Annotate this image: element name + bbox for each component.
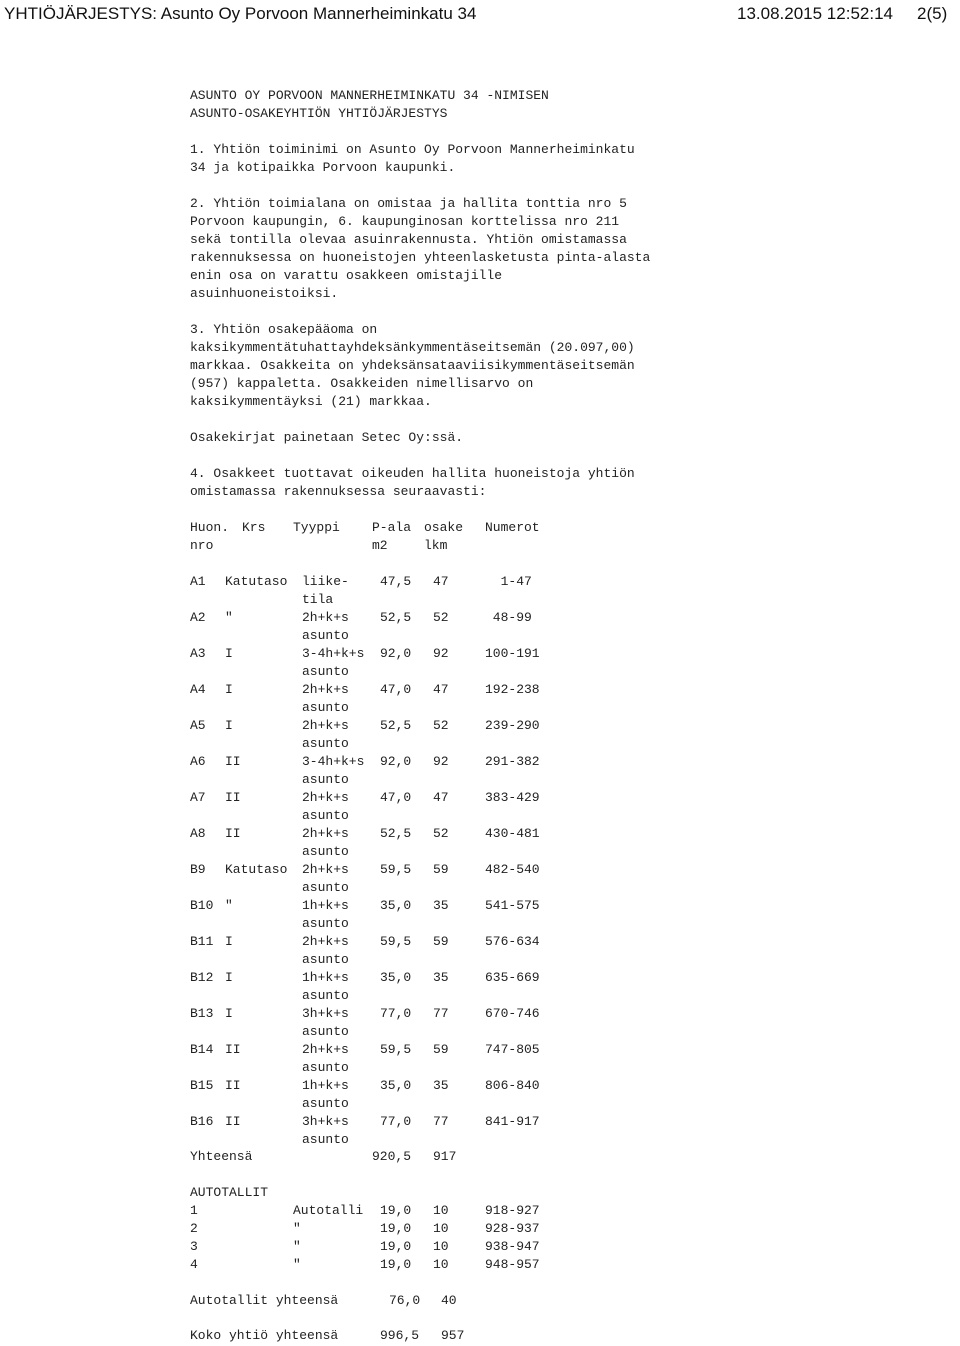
cell-tyyppi: 3h+k+s — [302, 1006, 349, 1021]
cell-osake-lkm: 52 — [433, 718, 449, 733]
cell-numerot: 918-927 — [485, 1203, 540, 1218]
cell-nro: A2 — [190, 610, 206, 625]
cell-tyyppi-second-line: tila — [302, 592, 334, 607]
cell-tyyppi: 2h+k+s — [302, 862, 349, 877]
cell-tyyppi-second-line: asunto — [302, 880, 349, 895]
cell-pala: 59,5 — [380, 1042, 412, 1057]
cell-osake-lkm: 10 — [433, 1221, 449, 1236]
col-header-huon: Huon. — [190, 520, 230, 535]
cell-tyyppi: 2h+k+s — [302, 1042, 349, 1057]
cell-numerot: 670-746 — [485, 1006, 540, 1021]
header-title: YHTIÖJÄRJESTYS: Asunto Oy Porvoon Mannerheiminkatu 34 — [4, 4, 477, 23]
cell-krs: " — [225, 610, 233, 625]
cell-osake-lkm: 47 — [433, 682, 449, 697]
cell-numerot: 383-429 — [485, 790, 540, 805]
section-2-line: asuinhuoneistoiksi. — [190, 286, 339, 301]
cell-numerot: 1-47 — [485, 574, 532, 589]
cell-pala: 19,0 — [380, 1257, 412, 1272]
cell-pala: 59,5 — [380, 862, 412, 877]
cell-tyyppi-second-line: asunto — [302, 916, 349, 931]
cell-numerot: 482-540 — [485, 862, 540, 877]
section-3-line: 3. Yhtiön osakepääoma on — [190, 322, 378, 337]
cell-tyyppi: " — [293, 1239, 301, 1254]
cell-nro: B10 — [190, 898, 214, 913]
cell-krs: I — [225, 1006, 233, 1021]
cell-krs: I — [225, 970, 233, 985]
cell-numerot: 928-937 — [485, 1221, 540, 1236]
cell-osake-lkm: 59 — [433, 934, 449, 949]
section-1-line: 34 ja kotipaikka Porvoon kaupunki. — [190, 160, 456, 175]
cell-tyyppi-second-line: asunto — [302, 628, 349, 643]
col-header-pala-sub: m2 — [372, 538, 388, 553]
cell-osake-lkm: 59 — [433, 862, 449, 877]
section-3-line: markkaa. Osakkeita on yhdeksänsataaviisikymmentäseitsemän — [190, 358, 635, 373]
cell-pala: 35,0 — [380, 970, 412, 985]
table-total-area: 920,5 — [372, 1149, 412, 1164]
col-header-krs: Krs — [242, 520, 266, 535]
cell-tyyppi: 2h+k+s — [302, 610, 349, 625]
cell-tyyppi: 2h+k+s — [302, 718, 349, 733]
garages-total-area: 76,0 — [389, 1293, 421, 1308]
cell-tyyppi-second-line: asunto — [302, 1024, 349, 1039]
cell-numerot: 635-669 — [485, 970, 540, 985]
cell-numerot: 948-957 — [485, 1257, 540, 1272]
cell-osake-lkm: 77 — [433, 1114, 449, 1129]
cell-tyyppi: " — [293, 1257, 301, 1272]
cell-nro: 2 — [190, 1221, 198, 1236]
cell-numerot: 938-947 — [485, 1239, 540, 1254]
cell-nro: A4 — [190, 682, 206, 697]
cell-nro: B15 — [190, 1078, 214, 1093]
cell-pala: 77,0 — [380, 1114, 412, 1129]
header-datetime: 13.08.2015 12:52:14 — [737, 4, 893, 23]
cell-numerot: 48-99 — [485, 610, 532, 625]
table-total-label: Yhteensä — [190, 1149, 253, 1164]
cell-krs: II — [225, 754, 241, 769]
cell-pala: 19,0 — [380, 1221, 412, 1236]
cell-nro: A1 — [190, 574, 206, 589]
cell-nro: A6 — [190, 754, 206, 769]
cell-nro: B9 — [190, 862, 206, 877]
cell-tyyppi: 2h+k+s — [302, 826, 349, 841]
section-2-line: 2. Yhtiön toimialana on omistaa ja hallita tonttia nro 5 — [190, 196, 627, 211]
cell-osake-lkm: 35 — [433, 1078, 449, 1093]
cell-nro: 4 — [190, 1257, 198, 1272]
table-total-shares: 917 — [433, 1149, 457, 1164]
cell-numerot: 841-917 — [485, 1114, 540, 1129]
cell-pala: 52,5 — [380, 610, 412, 625]
cell-pala: 52,5 — [380, 826, 412, 841]
cell-tyyppi-second-line: asunto — [302, 808, 349, 823]
cell-osake-lkm: 47 — [433, 574, 449, 589]
cell-osake-lkm: 10 — [433, 1203, 449, 1218]
cell-pala: 35,0 — [380, 1078, 412, 1093]
cell-tyyppi-second-line: asunto — [302, 844, 349, 859]
cell-pala: 35,0 — [380, 898, 412, 913]
cell-tyyppi: liike- — [302, 574, 349, 589]
cell-tyyppi-second-line: asunto — [302, 1060, 349, 1075]
cell-krs: II — [225, 1078, 241, 1093]
cell-nro: A7 — [190, 790, 206, 805]
cell-tyyppi: 1h+k+s — [302, 1078, 349, 1093]
cell-tyyppi: Autotalli — [293, 1203, 364, 1218]
cell-pala: 47,5 — [380, 574, 412, 589]
section-1-line: 1. Yhtiön toiminimi on Asunto Oy Porvoon Mannerheiminkatu — [190, 142, 635, 157]
cell-osake-lkm: 10 — [433, 1239, 449, 1254]
cell-osake-lkm: 92 — [433, 754, 449, 769]
section-2-line: Porvoon kaupungin, 6. kaupunginosan korttelissa nro 211 — [190, 214, 620, 229]
cell-pala: 47,0 — [380, 682, 412, 697]
cell-pala: 19,0 — [380, 1239, 412, 1254]
cell-numerot: 192-238 — [485, 682, 540, 697]
cell-nro: 3 — [190, 1239, 198, 1254]
cell-krs: II — [225, 826, 241, 841]
cell-numerot: 747-805 — [485, 1042, 540, 1057]
cell-nro: A3 — [190, 646, 206, 661]
cell-osake-lkm: 77 — [433, 1006, 449, 1021]
section-3-line: (957) kappaletta. Osakkeiden nimellisarvo on — [190, 376, 534, 391]
cell-krs: I — [225, 718, 233, 733]
printer-note: Osakekirjat painetaan Setec Oy:ssä. — [190, 430, 464, 445]
cell-krs: I — [225, 934, 233, 949]
cell-krs: I — [225, 646, 233, 661]
cell-tyyppi-second-line: asunto — [302, 736, 349, 751]
cell-tyyppi-second-line: asunto — [302, 664, 349, 679]
cell-pala: 77,0 — [380, 1006, 412, 1021]
cell-krs: " — [225, 898, 233, 913]
col-header-huon-sub: nro — [190, 538, 214, 553]
col-header-osake-sub: lkm — [424, 538, 448, 553]
cell-tyyppi-second-line: asunto — [302, 772, 349, 787]
cell-osake-lkm: 52 — [433, 610, 449, 625]
heading-line-1: ASUNTO OY PORVOON MANNERHEIMINKATU 34 -NIMISEN — [190, 88, 549, 103]
cell-tyyppi: 2h+k+s — [302, 682, 349, 697]
cell-nro: B16 — [190, 1114, 214, 1129]
cell-osake-lkm: 47 — [433, 790, 449, 805]
cell-osake-lkm: 92 — [433, 646, 449, 661]
cell-numerot: 430-481 — [485, 826, 540, 841]
cell-krs: II — [225, 790, 241, 805]
cell-osake-lkm: 35 — [433, 970, 449, 985]
cell-numerot: 100-191 — [485, 646, 540, 661]
document-header — [0, 0, 960, 30]
cell-numerot: 239-290 — [485, 718, 540, 733]
col-header-tyyppi: Tyyppi — [293, 520, 340, 535]
cell-krs: II — [225, 1114, 241, 1129]
col-header-numerot: Numerot — [485, 520, 540, 535]
section-2-line: enin osa on varattu osakkeen omistajille — [190, 268, 503, 283]
cell-pala: 52,5 — [380, 718, 412, 733]
cell-krs: I — [225, 682, 233, 697]
garages-title: AUTOTALLIT — [190, 1185, 269, 1200]
cell-pala: 59,5 — [380, 934, 412, 949]
garages-total-label: Autotallit yhteensä — [190, 1293, 339, 1308]
cell-tyyppi: 3h+k+s — [302, 1114, 349, 1129]
heading-line-2: ASUNTO-OSAKEYHTIÖN YHTIÖJÄRJESTYS — [190, 106, 448, 121]
section-4-line: omistamassa rakennuksessa seuraavasti: — [190, 484, 487, 499]
cell-tyyppi: 2h+k+s — [302, 790, 349, 805]
section-4-line: 4. Osakkeet tuottavat oikeuden hallita huoneistoja yhtiön — [190, 466, 635, 481]
cell-osake-lkm: 59 — [433, 1042, 449, 1057]
grand-total-shares: 957 — [441, 1328, 465, 1343]
cell-pala: 19,0 — [380, 1203, 412, 1218]
cell-krs: Katutaso — [225, 862, 288, 877]
section-2-line: sekä tontilla olevaa asuinrakennusta. Yhtiön omistamassa — [190, 232, 627, 247]
cell-pala: 92,0 — [380, 646, 412, 661]
col-header-osake: osake — [424, 520, 464, 535]
cell-numerot: 291-382 — [485, 754, 540, 769]
cell-nro: B13 — [190, 1006, 214, 1021]
cell-nro: B14 — [190, 1042, 214, 1057]
cell-pala: 92,0 — [380, 754, 412, 769]
cell-nro: 1 — [190, 1203, 198, 1218]
cell-pala: 47,0 — [380, 790, 412, 805]
cell-tyyppi-second-line: asunto — [302, 700, 349, 715]
section-3-line: kaksikymmentäyksi (21) markkaa. — [190, 394, 432, 409]
cell-tyyppi: " — [293, 1221, 301, 1236]
cell-osake-lkm: 52 — [433, 826, 449, 841]
cell-nro: A8 — [190, 826, 206, 841]
cell-tyyppi: 3-4h+k+s — [302, 754, 365, 769]
cell-numerot: 541-575 — [485, 898, 540, 913]
cell-nro: A5 — [190, 718, 206, 733]
header-page-number: 2(5) — [917, 4, 948, 23]
cell-numerot: 806-840 — [485, 1078, 540, 1093]
col-header-pala: P-ala — [372, 520, 412, 535]
cell-krs: II — [225, 1042, 241, 1057]
grand-total-label: Koko yhtiö yhteensä — [190, 1328, 339, 1343]
grand-total-area: 996,5 — [380, 1328, 420, 1343]
cell-tyyppi: 3-4h+k+s — [302, 646, 365, 661]
cell-tyyppi: 1h+k+s — [302, 898, 349, 913]
section-3-line: kaksikymmentätuhattayhdeksänkymmentäseitsemän (20.097,00) — [190, 340, 635, 355]
garages-total-shares: 40 — [441, 1293, 457, 1308]
cell-krs: Katutaso — [225, 574, 288, 589]
cell-nro: B11 — [190, 934, 214, 949]
cell-tyyppi-second-line: asunto — [302, 952, 349, 967]
cell-osake-lkm: 35 — [433, 898, 449, 913]
cell-numerot: 576-634 — [485, 934, 540, 949]
cell-tyyppi-second-line: asunto — [302, 1132, 349, 1147]
cell-osake-lkm: 10 — [433, 1257, 449, 1272]
cell-tyyppi: 2h+k+s — [302, 934, 349, 949]
cell-tyyppi: 1h+k+s — [302, 970, 349, 985]
cell-tyyppi-second-line: asunto — [302, 988, 349, 1003]
section-2-line: rakennuksessa on huoneistojen yhteenlasketusta pinta-alasta — [190, 250, 651, 265]
cell-tyyppi-second-line: asunto — [302, 1096, 349, 1111]
cell-nro: B12 — [190, 970, 214, 985]
